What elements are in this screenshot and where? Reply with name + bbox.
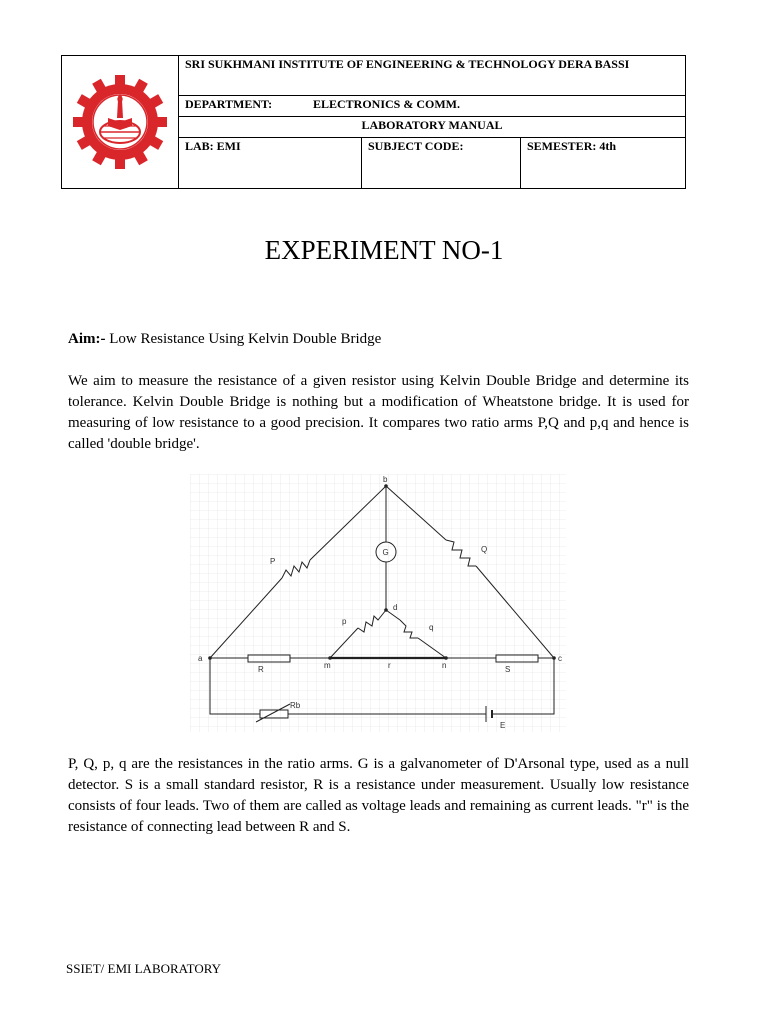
explanation-paragraph: P, Q, p, q are the resistances in the ratio arms. G is a galvanometer of D'Arsonal type, used as a null detector. S is a small standard resistor, R is a resistance under measurement. Usually low resistance consists of four leads. Two of them are called as voltage leads and remaining as current leads. "r" is the resistance of connecting lead between R and S.: [68, 756, 689, 835]
label-a: a: [198, 654, 203, 663]
label-p: p: [342, 617, 347, 626]
department-label: DEPARTMENT:: [185, 97, 273, 111]
label-b: b: [383, 475, 388, 484]
department-row: [179, 96, 686, 117]
label-n: n: [442, 661, 447, 670]
node-m: [328, 656, 332, 660]
node-c: [552, 656, 556, 660]
semester-cell: SEMESTER: 4th: [521, 138, 686, 189]
logo-cell: [62, 56, 179, 189]
node-a: [208, 656, 212, 660]
label-Q: Q: [481, 545, 488, 554]
label-P: P: [270, 557, 276, 566]
label-q: q: [429, 623, 434, 632]
label-R: R: [258, 665, 264, 674]
node-d: [384, 608, 388, 612]
label-r: r: [388, 661, 391, 670]
aim-text: Low Resistance Using Kelvin Double Bridge: [105, 331, 382, 347]
subject-code-cell: SUBJECT CODE:: [362, 138, 521, 189]
label-m: m: [324, 661, 331, 670]
institute-name: SRI SUKHMANI INSTITUTE OF ENGINEERING & TECHNOLOGY DERA BASSI: [179, 56, 686, 96]
header-table: [61, 55, 686, 189]
manual-title: LABORATORY MANUAL: [179, 117, 686, 138]
kelvin-bridge-circuit-diagram: [190, 474, 566, 732]
department-value: ELECTRONICS & COMM.: [313, 97, 461, 111]
label-E: E: [500, 721, 506, 730]
label-d: d: [393, 603, 398, 612]
label-S: S: [505, 665, 511, 674]
institute-logo: [72, 74, 168, 170]
grid-background: [190, 474, 566, 732]
label-c: c: [558, 654, 562, 663]
aim-label: Aim:-: [68, 331, 106, 347]
node-n: [444, 656, 448, 660]
label-G: G: [382, 548, 389, 557]
label-Rb: Rb: [290, 701, 301, 710]
page-footer: SSIET/ EMI LABORATORY: [66, 961, 222, 976]
intro-paragraph: We aim to measure the resistance of a given resistor using Kelvin Double Bridge and determine its tolerance. Kelvin Double Bridge is nothing but a modification of Wheatstone bridge. It is used for measuring of low resistance to a good precision. It compares two ratio arms P,Q and p,q and hence is called 'double bridge'.: [68, 373, 689, 452]
aim-line: [68, 331, 381, 348]
experiment-title: EXPERIMENT NO-1: [264, 235, 504, 265]
lab-cell: LAB: EMI: [179, 138, 362, 189]
node-b: [384, 484, 388, 488]
